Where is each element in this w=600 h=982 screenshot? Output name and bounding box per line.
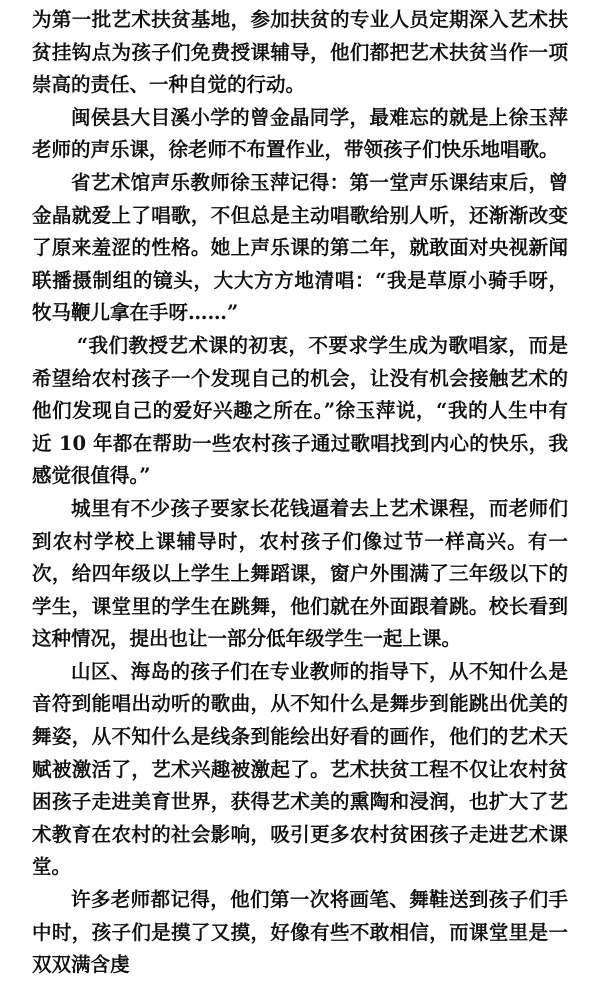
paragraph-continuation: 为第一批艺术扶贫基地，参加扶贫的专业人员定期深入艺术扶贫挂钩点为孩子们免费授课辅导，他们都把艺术扶贫当作一项崇高的责任、一种自觉的行动。 [32, 8, 568, 97]
paragraph-city-vs-rural: 城里有不少孩子要家长花钱逼着去上艺术课程，而老师们到农村学校上课辅导时，农村孩子们像过节一样高兴。有一次，给四年级以上学生上舞蹈课，窗户外围满了三年级以下的学生，课堂里的学生在跳舞，他们就在外面跟着跳。校长看到这种情况，提出也让一部分低年级学生一起上课。 [32, 496, 568, 651]
paragraph-first-gifts: 许多老师都记得，他们第一次将画笔、舞鞋送到孩子们手中时，孩子们是摸了又摸，好像有些不敢相信，而课堂里是一双双满含虔 [32, 888, 568, 977]
article-body [32, 4, 568, 982]
paragraph-teacher-quote: “我们教授艺术课的初衷，不要求学生成为歌唱家，而是希望给农村孩子一个发现自己的机会，让没有机会接触艺术的他们发现自己的爱好兴趣之所在。”徐玉萍说，“我的人生中有近 10 年都在帮助一些农村孩子通过歌唱找到内心的快乐，我感觉很值得。” [32, 333, 568, 488]
paragraph-talent-activated: 山区、海岛的孩子们在专业教师的指导下，从不知什么是音符到能唱出动听的歌曲，从不知什么是舞步到能跳出优美的舞姿，从不知什么是线条到能绘出好看的画作，他们的艺术天赋被激活了，艺术兴趣被激起了。艺术扶贫工程不仅让农村贫困孩子走进美育世界，获得艺术美的熏陶和浸润，也扩大了艺术教育在农村的社会影响，吸引更多农村贫困孩子走进艺术课堂。 [32, 659, 568, 879]
paragraph-teacher-recollection: 省艺术馆声乐教师徐玉萍记得：第一堂声乐课结束后，曾金晶就爱上了唱歌，不但总是主动唱歌给别人听，还渐渐改变了原来羞涩的性格。她上声乐课的第二年，就敢面对央视新闻联播摄制组的镜头，大大方方地清唱：“我是草原小骑手呀，牧马鞭儿拿在手呀……” [32, 170, 568, 325]
paragraph-student-memory: 闽侯县大目溪小学的曾金晶同学，最难忘的就是上徐玉萍老师的声乐课，徐老师不布置作业，带领孩子们快乐地唱歌。 [32, 105, 568, 162]
